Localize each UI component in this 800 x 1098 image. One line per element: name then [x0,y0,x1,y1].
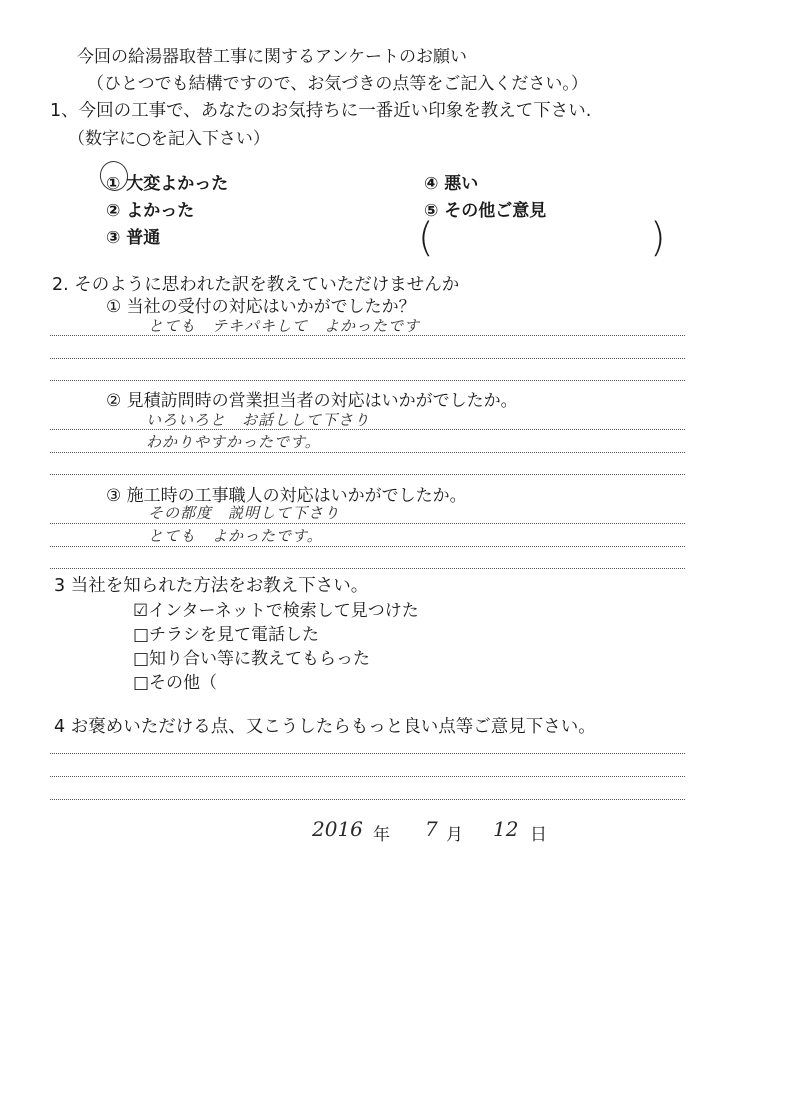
q3-option-acquaintance[interactable]: □知り合い等に教えてもらった [133,649,371,669]
date-month-unit: 月 [446,825,463,845]
q2-answer-3-line-2: とても よかったです。 [148,527,323,545]
answer-line [50,546,685,547]
q1-option-2[interactable]: ② よかった [106,201,195,221]
date-year-unit: 年 [373,825,390,845]
answer-line [50,568,685,569]
date-month: 7 [425,817,438,841]
q2-answer-1-line-1: とても テキパキして よかったです [148,317,421,335]
other-close-paren: ) [650,215,666,261]
q1-option-5[interactable]: ⑤ その他ご意見 [424,201,547,221]
q2-answer-2-line-1: いろいろと お話しして下さり [146,411,371,429]
other-open-paren: ( [418,215,434,261]
answer-line [50,452,685,453]
date-year: 2016 [312,817,363,841]
answer-line [50,335,685,336]
q2-answer-2-line-2: わかりやすかったです。 [146,433,321,451]
date-day-unit: 日 [530,825,547,845]
survey-subtitle: （ひとつでも結構ですので、お気づきの点等をご記入ください。） [87,74,588,94]
q3-option-flyer[interactable]: □チラシを見て電話した [133,625,320,645]
q2-answer-3-line-1: その都度 説明して下さり [148,504,341,522]
answer-line [50,776,685,777]
q2-sub-1: ① 当社の受付の対応はいかがでしたか？ [106,297,416,317]
q3-option-other[interactable]: □その他（ [133,673,218,693]
answer-line [50,799,685,800]
q1-option-4[interactable]: ④ 悪い [424,174,479,194]
q3-option-internet[interactable]: ☑インターネットで検索して見つけた [133,601,419,621]
question-3: 3 当社を知られた方法をお教え下さい。 [54,576,369,596]
q2-sub-3: ③ 施工時の工事職人の対応はいかがでしたか。 [106,486,467,506]
answer-line [50,429,685,430]
q1-option-3[interactable]: ③ 普通 [106,228,161,248]
survey-title: 今回の給湯器取替工事に関するアンケートのお願い [77,47,467,67]
answer-line [50,753,685,754]
q1-option-1[interactable]: ① 大変よかった [106,174,229,194]
answer-line [50,523,685,524]
q2-sub-2: ② 見積訪問時の営業担当者の対応はいかがでしたか。 [106,391,518,411]
question-1-instruction: （数字に○を記入下さい） [68,129,270,149]
question-4: 4 お褒めいただける点、又こうしたらもっと良い点等ご意見下さい。 [54,717,596,737]
answer-line [50,380,685,381]
question-2: 2. そのように思われた訳を教えていただけませんか [52,275,460,295]
date-day: 12 [493,817,519,841]
answer-line [50,474,685,475]
answer-line [50,358,685,359]
question-1: 1、今回の工事で、あなたのお気持ちに一番近い印象を教えて下さい. [50,101,592,121]
